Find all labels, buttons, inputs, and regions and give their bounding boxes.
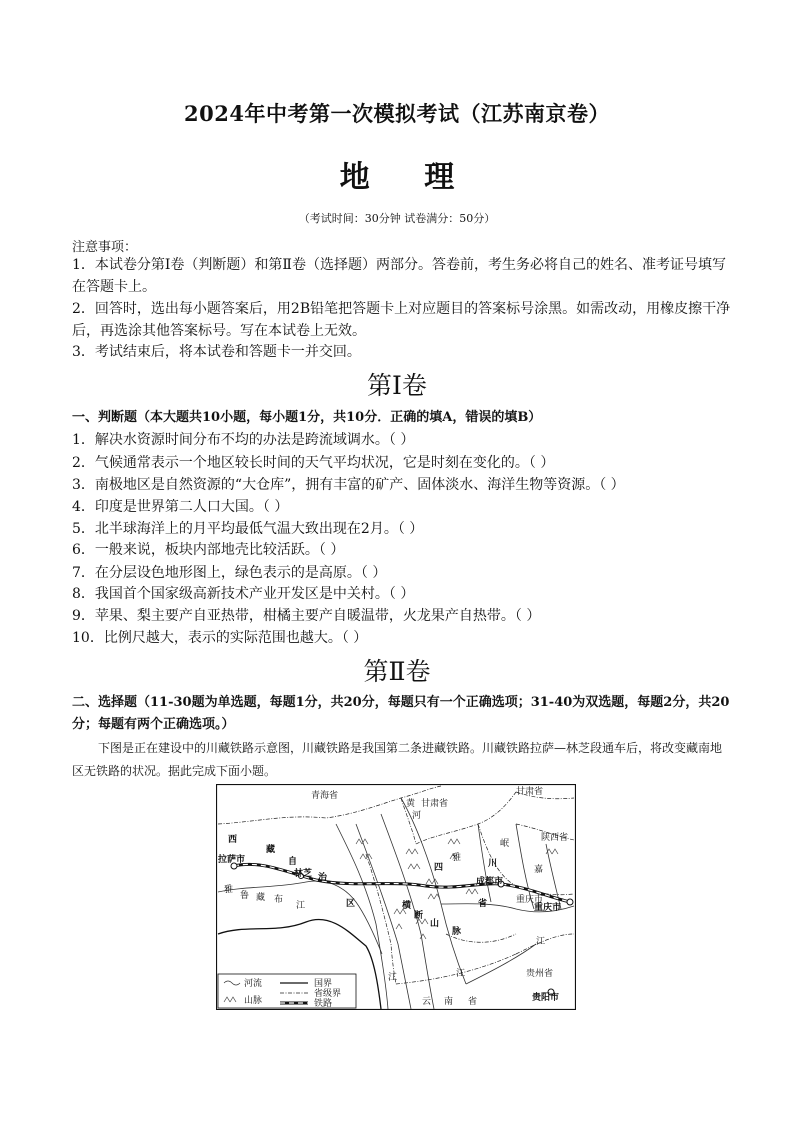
map-label: 藏 bbox=[256, 893, 266, 903]
question-5: 5．北半球海洋上的月平均最低气温大致出现在2月。（ ） bbox=[72, 521, 424, 537]
map-label: 河 bbox=[412, 811, 422, 821]
question-1: 1．解决水资源时间分布不均的办法是跨流域调水。（ ） bbox=[72, 432, 415, 448]
map-label: 断 bbox=[414, 911, 424, 921]
exam-title: 2024年中考第一次模拟考试（江苏南京卷） bbox=[184, 101, 610, 126]
legend-railway: 铁路 bbox=[314, 999, 333, 1009]
map-label: 林芝 bbox=[294, 869, 313, 879]
map-label: 江 bbox=[536, 937, 546, 947]
question-6: 6．一般来说，板块内部地壳比较活跃。（ ） bbox=[72, 542, 345, 558]
map-label: 重庆市 bbox=[516, 895, 544, 905]
map-label: 贵州省 bbox=[526, 969, 554, 979]
map-label: 南 bbox=[444, 997, 454, 1007]
map-label: 山 bbox=[430, 919, 440, 929]
part2-title: 第Ⅱ卷 bbox=[363, 657, 431, 686]
note-item: 1．本试卷分第Ⅰ卷（判断题）和第Ⅱ卷（选择题）两部分。答卷前，考生务必将自己的姓名、准考证号填写在答题卡上。 bbox=[72, 257, 726, 295]
map-label: 成都市 bbox=[476, 877, 504, 887]
map-label: 自 bbox=[288, 857, 298, 867]
part2-intro: 下图是正在建设中的川藏铁路示意图，川藏铁路是我国第二条进藏铁路。川藏铁路拉萨—林芝段通车后，将改变藏南地区无铁路的状况。据此完成下面小题。 bbox=[72, 741, 723, 778]
map-label: 雅 bbox=[224, 885, 234, 895]
map-label: 甘肃省 bbox=[516, 787, 544, 797]
map-label: 脉 bbox=[452, 927, 462, 937]
notes-heading: 注意事项： bbox=[72, 240, 138, 255]
map-label: 川 bbox=[488, 859, 498, 869]
part1-title: 第Ⅰ卷 bbox=[367, 371, 427, 400]
map-legend bbox=[218, 974, 356, 1009]
legend-mountain: 山脉 bbox=[244, 996, 263, 1006]
map-label: 省 bbox=[468, 997, 478, 1007]
map-label: 江 bbox=[456, 969, 466, 979]
subject-title: 地 理 bbox=[339, 160, 477, 195]
map-label: 省 bbox=[478, 899, 488, 909]
map-label: 西 bbox=[228, 835, 238, 845]
map-label: 云 bbox=[422, 997, 432, 1007]
map-label: 岷 bbox=[500, 839, 510, 849]
map-label: 四 bbox=[434, 863, 444, 873]
question-2: 2．气候通常表示一个地区较长时间的天气平均状况，它是时刻在变化的。（ ） bbox=[72, 455, 555, 471]
sichuan-tibet-railway-map bbox=[216, 784, 576, 1010]
map-label: 江 bbox=[388, 973, 398, 983]
part1-heading: 一、判断题（本大题共10小题，每小题1分，共10分．正确的填A，错误的填B） bbox=[72, 410, 542, 425]
legend-border: 国界 bbox=[314, 979, 333, 989]
map-label: 藏 bbox=[266, 845, 276, 855]
map-label: 拉萨市 bbox=[218, 855, 246, 865]
question-9: 9．苹果、梨主要产自亚热带，柑橘主要产自暖温带，火龙果产自热带。（ ） bbox=[72, 608, 541, 624]
map-label: 雅 bbox=[452, 853, 462, 863]
question-7: 7．在分层设色地形图上，绿色表示的是高原。（ ） bbox=[72, 565, 387, 581]
map-label: 陕西省 bbox=[541, 833, 569, 843]
map-label: 区 bbox=[346, 899, 356, 909]
map-label: 治 bbox=[318, 873, 328, 883]
question-3: 3．南极地区是自然资源的“大仓库”，拥有丰富的矿产、固体淡水、海洋生物等资源。（ ） bbox=[72, 477, 625, 493]
map-label: 布 bbox=[274, 895, 284, 905]
map-label: 江 bbox=[296, 901, 306, 911]
legend-province: 省级界 bbox=[314, 989, 342, 999]
exam-info: （考试时间：30分钟 试卷满分：50分） bbox=[298, 212, 496, 225]
map-label: 青海省 bbox=[311, 791, 339, 801]
map-label: 横 bbox=[402, 901, 412, 911]
question-10: 10．比例尺越大，表示的实际范围也越大。（ ） bbox=[72, 630, 368, 646]
map-label: 甘肃省 bbox=[421, 799, 449, 809]
part2-heading: 二、选择题（11-30题为单选题，每题1分，共20分，每题只有一个正确选项；31-40为双选题，每题2分，共20分；每题有两个正确选项。） bbox=[72, 695, 730, 732]
question-4: 4．印度是世界第二人口大国。（ ） bbox=[72, 499, 289, 515]
map-label: 嘉 bbox=[534, 865, 544, 875]
note-item: 3．考试结束后，将本试卷和答题卡一并交回。 bbox=[72, 344, 361, 360]
legend-river: 河流 bbox=[244, 979, 263, 989]
map-label: 贵阳市 bbox=[532, 993, 560, 1003]
map-label: 重庆市 bbox=[534, 903, 562, 913]
map-label: 鲁 bbox=[240, 891, 250, 901]
note-item: 2．回答时，选出每小题答案后，用2B铅笔把答题卡上对应题目的答案标号涂黑。如需改动，用橡皮擦干净后，再选涂其他答案标号。写在本试卷上无效。 bbox=[72, 301, 731, 339]
question-8: 8．我国首个国家级高新技术产业开发区是中关村。（ ） bbox=[72, 586, 415, 602]
map-label: 黄 bbox=[406, 799, 416, 809]
